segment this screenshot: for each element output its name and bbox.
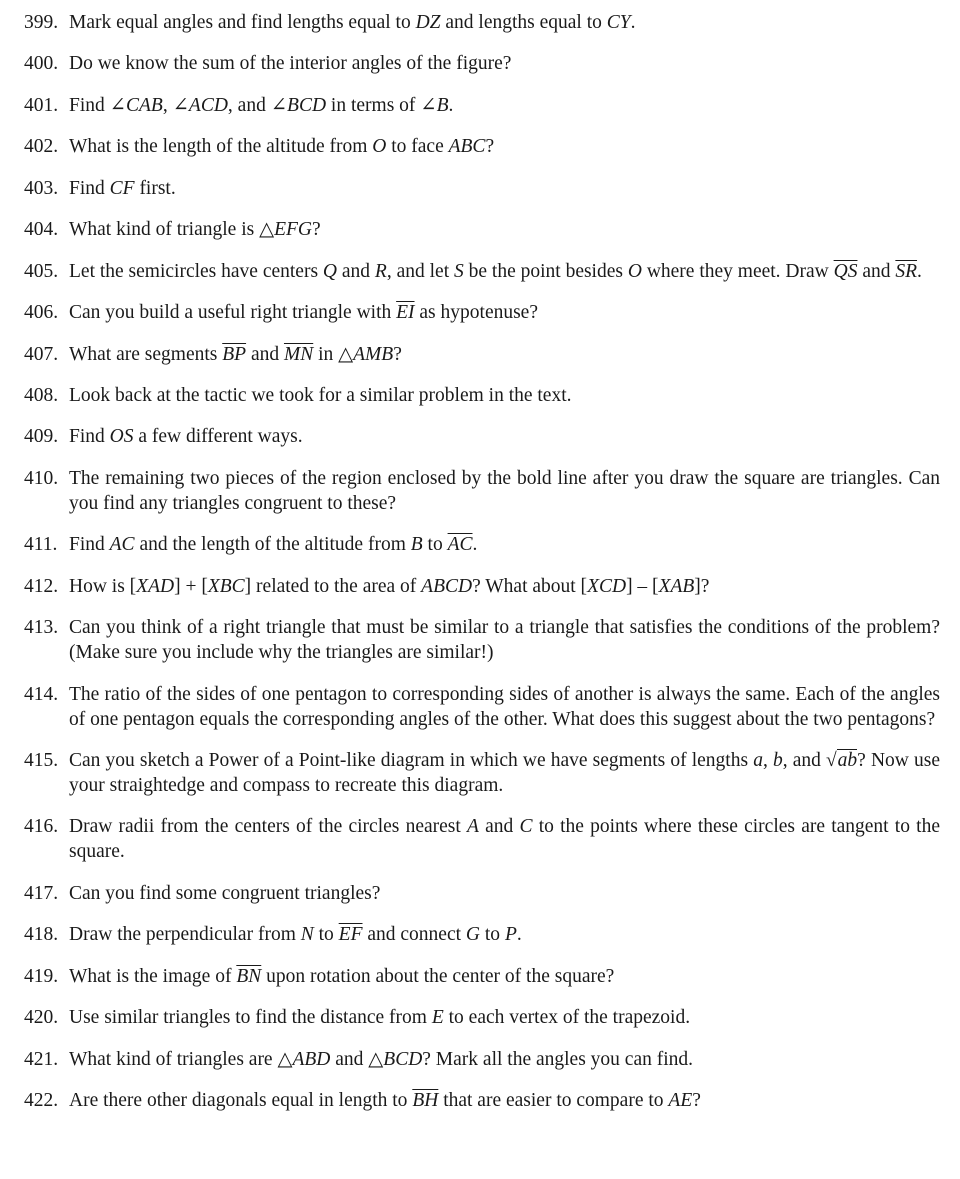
hint-text-run: Can you find some congruent triangles? bbox=[69, 882, 381, 904]
hint-item bbox=[24, 383, 940, 408]
hint-number: 410. bbox=[24, 467, 59, 489]
hint-text-run: Look back at the tactic we took for a similar problem in the text. bbox=[69, 384, 572, 406]
hint-text-run: Find bbox=[69, 177, 110, 199]
math-variable: P bbox=[504, 924, 517, 946]
math-variable: CAB bbox=[125, 94, 163, 116]
hint-item bbox=[24, 176, 940, 201]
hint-text-run: What kind of triangle is △ bbox=[69, 219, 275, 241]
hint-number: 408. bbox=[24, 384, 59, 406]
hint-item bbox=[24, 424, 940, 449]
math-variable: AC bbox=[109, 534, 135, 556]
hint-text-run: upon rotation about the center of the square? bbox=[261, 965, 615, 987]
hint-text bbox=[69, 881, 940, 906]
math-variable: XAD bbox=[136, 575, 175, 597]
hint-number: 415. bbox=[24, 750, 59, 771]
hint-text bbox=[69, 574, 940, 599]
hint-text-run: How is [ bbox=[69, 575, 137, 597]
hint-text-run: be the point besides bbox=[463, 260, 628, 282]
hint-text-run: Can you sketch a Power of a Point-like diagram in which we have segments of lengths bbox=[69, 750, 754, 771]
math-variable: N bbox=[300, 924, 314, 946]
radical-sign-icon: √ bbox=[825, 750, 837, 771]
hint-text-run: ? bbox=[393, 343, 402, 365]
hint-text bbox=[69, 217, 940, 242]
hint-list bbox=[24, 10, 940, 1130]
segment-label: $\overline{BH}$ bbox=[412, 1090, 439, 1112]
segment-label: $\overline{SR}$ bbox=[895, 260, 918, 282]
hint-text bbox=[69, 259, 940, 284]
math-variable: ACD bbox=[188, 94, 228, 116]
hint-text-run: . bbox=[448, 94, 454, 116]
hint-text-run: ? Mark all the angles you can find. bbox=[422, 1048, 694, 1070]
hint-item bbox=[24, 259, 940, 284]
math-variable: Q bbox=[322, 260, 338, 282]
hint-text-run: to bbox=[422, 534, 448, 556]
hint-text-run: , ∠ bbox=[162, 94, 189, 116]
hint-number: 418. bbox=[24, 924, 59, 946]
hint-item bbox=[24, 748, 940, 798]
math-variable: b bbox=[772, 750, 783, 771]
hint-text bbox=[69, 466, 940, 516]
hint-text-run: . bbox=[516, 924, 522, 946]
hint-item bbox=[24, 10, 940, 35]
math-variable: AMB bbox=[353, 343, 394, 365]
hint-text-run: where they meet. Draw bbox=[641, 260, 834, 282]
math-variable: XAB bbox=[658, 575, 695, 597]
hint-item bbox=[24, 922, 940, 947]
hint-text-run: , and bbox=[782, 750, 826, 771]
hint-text-run: as hypotenuse? bbox=[414, 302, 538, 324]
math-variable: O bbox=[627, 260, 642, 282]
hint-text-run: Are there other diagonals equal in length to bbox=[69, 1090, 413, 1112]
hint-text bbox=[69, 922, 940, 947]
hint-number: 407. bbox=[24, 343, 59, 365]
hint-text-run: in terms of ∠ bbox=[326, 94, 437, 116]
hint-text bbox=[69, 1088, 940, 1113]
hint-text-run: Find bbox=[69, 534, 110, 556]
hint-text bbox=[69, 134, 940, 159]
math-variable: G bbox=[465, 924, 481, 946]
hint-number: 416. bbox=[24, 816, 59, 838]
hint-text-run: that are easier to compare to bbox=[438, 1090, 669, 1112]
hint-text bbox=[69, 615, 940, 665]
hint-item bbox=[24, 342, 940, 367]
math-variable: A bbox=[467, 816, 479, 838]
hint-item bbox=[24, 51, 940, 76]
hint-text-run: Draw radii from the centers of the circles nearest bbox=[69, 816, 467, 838]
square-root-expression bbox=[826, 749, 857, 771]
hint-text-run: ? bbox=[311, 219, 321, 241]
math-variable: C bbox=[519, 816, 533, 838]
hint-text-run: Find bbox=[69, 426, 110, 448]
math-variable: O bbox=[372, 136, 387, 158]
math-variable: CF bbox=[109, 177, 135, 199]
hint-text bbox=[69, 1005, 940, 1030]
hint-text-run: Use similar triangles to find the distance from bbox=[69, 1007, 432, 1029]
hint-text-run: The ratio of the sides of one pentagon to corresponding sides of another is always the same. Each of the angles of one pentagon equals the corresponding angles of the other. What does this suggest about the two pentagons? bbox=[69, 683, 940, 730]
hint-text-run: ? bbox=[485, 136, 495, 158]
math-variable: BCD bbox=[383, 1048, 423, 1070]
math-variable: CY bbox=[606, 12, 631, 33]
radicand: ab bbox=[837, 750, 858, 771]
math-variable: a bbox=[753, 750, 763, 771]
hint-text bbox=[69, 748, 940, 798]
hint-text-run: ]? bbox=[694, 575, 710, 597]
hint-text-run: and the length of the altitude from bbox=[134, 534, 411, 556]
hint-text-run: . bbox=[472, 534, 478, 556]
hint-number: 420. bbox=[24, 1007, 59, 1029]
hint-item bbox=[24, 217, 940, 242]
hint-text bbox=[69, 1047, 940, 1072]
hint-item bbox=[24, 1047, 940, 1072]
hint-item bbox=[24, 881, 940, 906]
hint-text-run: in △ bbox=[313, 343, 354, 365]
hint-text bbox=[69, 176, 940, 201]
hint-number: 400. bbox=[24, 53, 59, 75]
hint-text bbox=[69, 532, 940, 557]
hint-number: 401. bbox=[24, 94, 59, 116]
hint-text bbox=[69, 51, 940, 76]
hint-text-run: to bbox=[313, 924, 339, 946]
hint-item bbox=[24, 300, 940, 325]
hint-number: 404. bbox=[24, 219, 59, 241]
hint-text-run: Do we know the sum of the interior angles of the figure? bbox=[69, 53, 512, 75]
hint-text-run: ] + [ bbox=[174, 575, 208, 597]
hint-number: 409. bbox=[24, 426, 59, 448]
segment-label: $\overline{MN}$ bbox=[283, 343, 314, 365]
math-variable: XCD bbox=[587, 575, 627, 597]
hint-number: 419. bbox=[24, 965, 59, 987]
math-variable: E bbox=[431, 1007, 444, 1029]
segment-label: $\overline{BP}$ bbox=[222, 343, 247, 365]
hint-item bbox=[24, 532, 940, 557]
math-variable: BCD bbox=[287, 94, 327, 116]
hint-text-run: . bbox=[917, 260, 922, 282]
hint-text-run: Mark equal angles and find lengths equal to bbox=[69, 12, 416, 33]
hint-number: 405. bbox=[24, 260, 59, 282]
hint-item bbox=[24, 466, 940, 516]
hint-text-run: Let the semicircles have centers bbox=[69, 260, 323, 282]
hint-text-run: and lengths equal to bbox=[440, 12, 607, 33]
hint-text bbox=[69, 10, 940, 35]
hint-text bbox=[69, 93, 940, 118]
hint-number: 411. bbox=[24, 534, 58, 556]
hint-text-run: The remaining two pieces of the region enclosed by the bold line after you draw the square are triangles. Can you find any triangles congruent to these? bbox=[69, 467, 940, 514]
hint-item bbox=[24, 93, 940, 118]
hint-text-run: to the points where these circles are tangent to the square. bbox=[69, 816, 941, 863]
hint-text bbox=[69, 424, 940, 449]
hint-text-run: ? bbox=[692, 1090, 701, 1112]
math-variable: XBC bbox=[207, 575, 245, 597]
math-variable: DZ bbox=[415, 12, 441, 33]
hint-text bbox=[69, 300, 940, 325]
hint-text-run: to face bbox=[386, 136, 449, 158]
hint-number: 403. bbox=[24, 177, 59, 199]
math-variable: ABC bbox=[448, 136, 486, 158]
hint-text-run: ? What about [ bbox=[472, 575, 588, 597]
hint-text-run: to bbox=[480, 924, 505, 946]
hint-text-run: ? Now use your straightedge and compass to recreate this diagram. bbox=[69, 750, 940, 796]
math-variable: B bbox=[410, 534, 423, 556]
hint-text-run: and bbox=[857, 260, 896, 282]
hint-text-run: to each vertex of the trapezoid. bbox=[443, 1007, 691, 1029]
hint-text-run: , and ∠ bbox=[227, 94, 288, 116]
hint-text-run: and bbox=[478, 816, 520, 838]
hint-item bbox=[24, 814, 940, 864]
hint-text-run: first. bbox=[134, 177, 176, 199]
hint-text-run: and bbox=[337, 260, 375, 282]
hint-text-run: and △ bbox=[330, 1048, 384, 1070]
hint-text-run: , and let bbox=[386, 260, 454, 282]
hint-item bbox=[24, 964, 940, 989]
hint-text-run: and bbox=[246, 343, 284, 365]
segment-label: $\overline{AC}$ bbox=[447, 534, 473, 556]
hint-text-run: What are segments bbox=[69, 343, 223, 365]
hint-text bbox=[69, 814, 940, 864]
hint-number: 402. bbox=[24, 136, 59, 158]
hint-number: 414. bbox=[24, 683, 59, 705]
hint-item bbox=[24, 682, 940, 732]
hint-text-run: . bbox=[630, 12, 636, 33]
hint-text-run: What kind of triangles are △ bbox=[69, 1048, 293, 1070]
hint-number: 412. bbox=[24, 575, 59, 597]
hint-text-run: ] related to the area of bbox=[244, 575, 422, 597]
math-variable: S bbox=[454, 260, 464, 282]
math-variable: EFG bbox=[274, 219, 312, 241]
hint-text-run: Find ∠ bbox=[69, 94, 126, 116]
hint-text-run: Draw the perpendicular from bbox=[69, 924, 301, 946]
hint-text bbox=[69, 383, 940, 408]
hint-number: 399. bbox=[24, 12, 59, 33]
hint-text-run: What is the image of bbox=[69, 965, 237, 987]
math-variable: ABD bbox=[292, 1048, 331, 1070]
hint-text-run: and connect bbox=[362, 924, 466, 946]
hint-text bbox=[69, 342, 940, 367]
hint-item bbox=[24, 1005, 940, 1030]
segment-label: $\overline{BN}$ bbox=[236, 965, 262, 987]
math-variable: AE bbox=[668, 1090, 693, 1112]
segment-label: $\overline{EI}$ bbox=[396, 302, 415, 324]
segment-label: $\overline{QS}$ bbox=[833, 260, 858, 282]
hint-text-run: Can you think of a right triangle that must be similar to a triangle that satisfies the conditions of the problem? (Make sure you include why the triangles are similar!) bbox=[69, 617, 940, 664]
hint-text-run: , bbox=[762, 750, 773, 771]
hint-number: 406. bbox=[24, 302, 59, 324]
math-variable: ABCD bbox=[421, 575, 473, 597]
hint-text-run: Can you build a useful right triangle with bbox=[69, 302, 397, 324]
hint-text-run: ] – [ bbox=[626, 575, 659, 597]
hint-text bbox=[69, 964, 940, 989]
math-variable: R bbox=[374, 260, 387, 282]
hint-item bbox=[24, 1088, 940, 1113]
hint-item bbox=[24, 574, 940, 599]
hint-text-run: a few different ways. bbox=[133, 426, 303, 448]
hint-number: 413. bbox=[24, 617, 59, 639]
hint-text bbox=[69, 682, 940, 732]
hint-item bbox=[24, 615, 940, 665]
hint-number: 422. bbox=[24, 1090, 59, 1112]
math-variable: OS bbox=[109, 426, 134, 448]
math-variable: B bbox=[436, 94, 449, 116]
hint-item bbox=[24, 134, 940, 159]
hint-number: 421. bbox=[24, 1048, 59, 1070]
hint-text-run: What is the length of the altitude from bbox=[69, 136, 373, 158]
segment-label: $\overline{EF}$ bbox=[338, 924, 363, 946]
hint-number: 417. bbox=[24, 882, 59, 904]
